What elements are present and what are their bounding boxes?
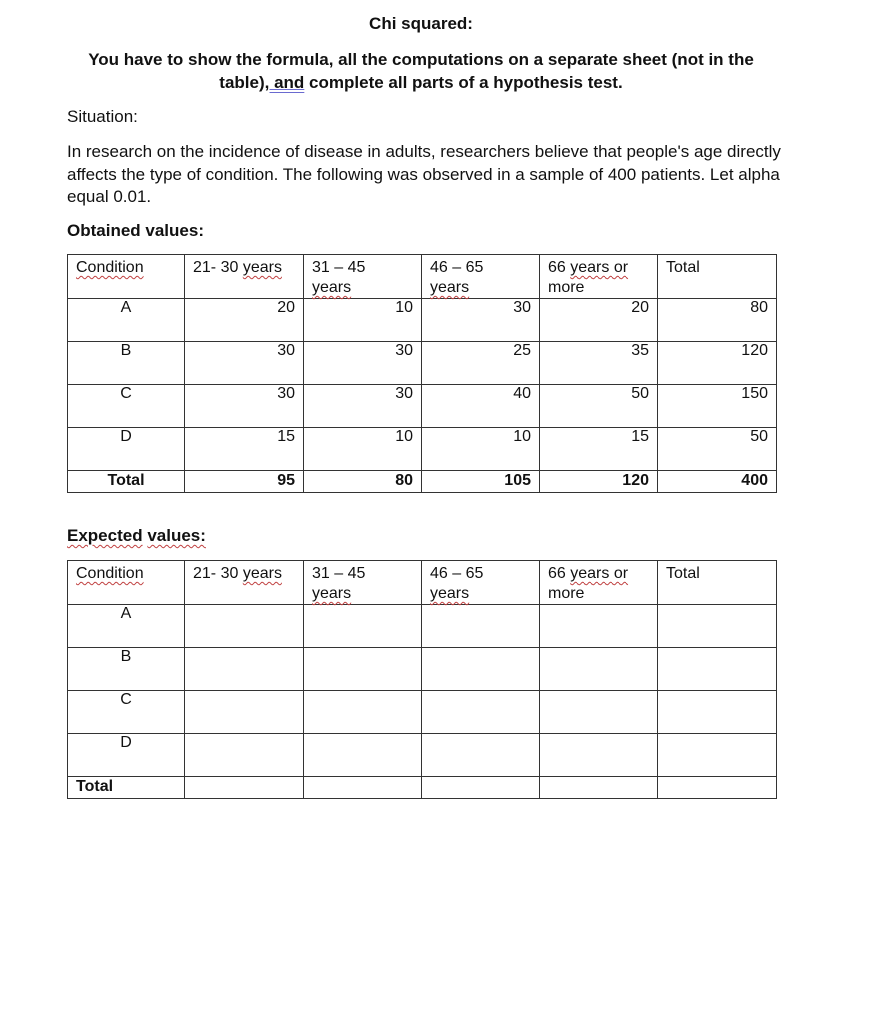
instructions [70, 48, 772, 94]
row-condition: A [68, 299, 185, 342]
empty-cell[interactable] [422, 777, 540, 799]
cell-value: 30 [185, 385, 304, 428]
situation-label: Situation: [67, 107, 138, 126]
totals-row [68, 777, 777, 799]
empty-cell[interactable] [304, 734, 422, 777]
table-row [68, 691, 777, 734]
empty-cell[interactable] [658, 648, 777, 691]
cell-value: 15 [185, 428, 304, 471]
empty-cell[interactable] [540, 605, 658, 648]
cell-value: 30 [304, 385, 422, 428]
empty-cell[interactable] [422, 691, 540, 734]
empty-cell[interactable] [422, 734, 540, 777]
table-row [68, 605, 777, 648]
table-row [68, 734, 777, 777]
empty-cell[interactable] [540, 691, 658, 734]
header-condition: Condition [68, 255, 185, 299]
table-row [68, 428, 777, 471]
column-total: 95 [185, 471, 304, 493]
table-row [68, 342, 777, 385]
empty-cell[interactable] [422, 605, 540, 648]
totals-label: Total [68, 777, 185, 799]
header-age-21-30: 21- 30 years [185, 255, 304, 299]
empty-cell[interactable] [658, 605, 777, 648]
empty-cell[interactable] [658, 691, 777, 734]
header-age-21-30: 21- 30 years [185, 561, 304, 605]
table-row [68, 299, 777, 342]
row-total: 80 [658, 299, 777, 342]
header-condition: Condition [68, 561, 185, 605]
totals-label: Total [68, 471, 185, 493]
table-header-row [68, 561, 777, 605]
cell-value: 50 [540, 385, 658, 428]
empty-cell[interactable] [185, 777, 304, 799]
empty-cell[interactable] [304, 691, 422, 734]
grand-total: 400 [658, 471, 777, 493]
empty-cell[interactable] [304, 605, 422, 648]
empty-cell[interactable] [540, 777, 658, 799]
empty-cell[interactable] [658, 734, 777, 777]
table-row [68, 385, 777, 428]
cell-value: 30 [185, 342, 304, 385]
situation-text: In research on the incidence of disease in adults, researchers believe that people's age directly affects the type of condition. The following was observed in a sample of 400 patients. Let alpha equal 0.01. [67, 142, 781, 206]
row-total: 50 [658, 428, 777, 471]
instructions-part3: complete all parts of a hypothesis test. [304, 73, 623, 92]
obtained-values-table [67, 254, 777, 493]
empty-cell[interactable] [540, 648, 658, 691]
empty-cell[interactable] [304, 777, 422, 799]
cell-value: 15 [540, 428, 658, 471]
column-total: 105 [422, 471, 540, 493]
row-condition: D [68, 428, 185, 471]
header-age-31-45: 31 – 45 years [304, 255, 422, 299]
empty-cell[interactable] [658, 777, 777, 799]
empty-cell[interactable] [185, 734, 304, 777]
empty-cell[interactable] [304, 648, 422, 691]
header-total: Total [658, 255, 777, 299]
expected-values-table [67, 560, 777, 799]
row-condition: D [68, 734, 185, 777]
empty-cell[interactable] [185, 691, 304, 734]
cell-value: 30 [304, 342, 422, 385]
column-total: 120 [540, 471, 658, 493]
table-row [68, 648, 777, 691]
cell-value: 40 [422, 385, 540, 428]
empty-cell[interactable] [422, 648, 540, 691]
row-condition: C [68, 691, 185, 734]
empty-cell[interactable] [185, 605, 304, 648]
expected-values-label: Expected values: [67, 526, 206, 545]
header-age-46-65: 46 – 65 years [422, 255, 540, 299]
header-age-66-plus: 66 years or more [540, 561, 658, 605]
cell-value: 30 [422, 299, 540, 342]
row-total: 150 [658, 385, 777, 428]
cell-value: 20 [540, 299, 658, 342]
page-title: Chi squared: [369, 14, 473, 33]
cell-value: 20 [185, 299, 304, 342]
empty-cell[interactable] [185, 648, 304, 691]
cell-value: 10 [304, 299, 422, 342]
header-age-66-plus: 66 years or more [540, 255, 658, 299]
header-age-31-45: 31 – 45 years [304, 561, 422, 605]
header-age-46-65: 46 – 65 years [422, 561, 540, 605]
instructions-part2: ), and [258, 73, 305, 92]
row-total: 120 [658, 342, 777, 385]
row-condition: C [68, 385, 185, 428]
instructions-part1: You have to show the formula, all the computations on a separate sheet (not in the table [88, 50, 754, 92]
cell-value: 10 [422, 428, 540, 471]
totals-row [68, 471, 777, 493]
row-condition: B [68, 342, 185, 385]
row-condition: A [68, 605, 185, 648]
cell-value: 10 [304, 428, 422, 471]
header-total: Total [658, 561, 777, 605]
cell-value: 35 [540, 342, 658, 385]
table-header-row [68, 255, 777, 299]
row-condition: B [68, 648, 185, 691]
empty-cell[interactable] [540, 734, 658, 777]
obtained-values-label: Obtained values: [67, 221, 204, 240]
cell-value: 25 [422, 342, 540, 385]
column-total: 80 [304, 471, 422, 493]
